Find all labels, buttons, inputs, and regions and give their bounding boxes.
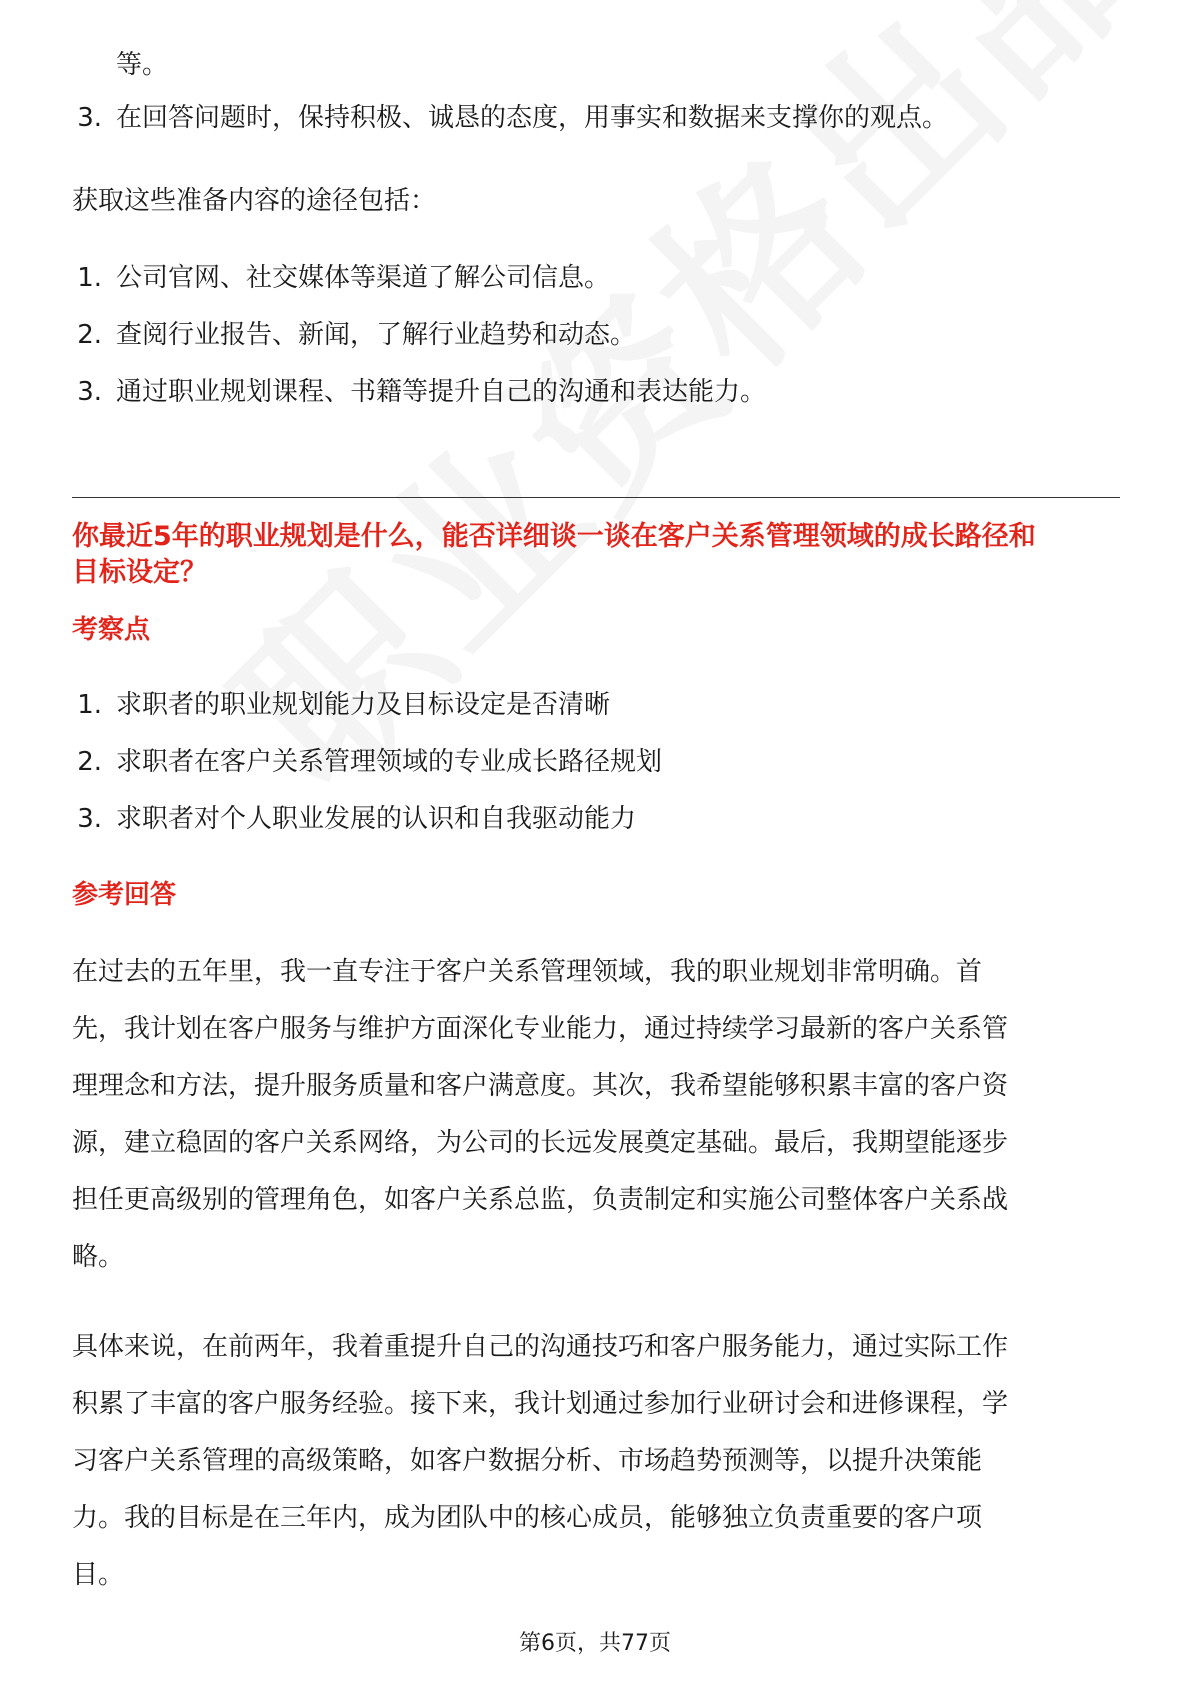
points-heading: 考察点 [72, 615, 151, 645]
list-item-number: 1. [77, 263, 102, 293]
list-item-number: 1. [77, 690, 102, 720]
page-number-footer: 第6页，共77页 [519, 1631, 671, 1656]
answer-para1-line: 略。 [72, 1242, 125, 1272]
list-item-number: 3. [77, 103, 102, 133]
list-item-text: 公司官网、社交媒体等渠道了解公司信息。 [116, 263, 611, 293]
answer-para1-line: 先，我计划在客户服务与维护方面深化专业能力，通过持续学习最新的客户关系管 [72, 1014, 1009, 1044]
ways-intro: 获取这些准备内容的途径包括： [72, 186, 437, 216]
list-item-text: 通过职业规划课程、书籍等提升自己的沟通和表达能力。 [116, 377, 767, 407]
list-item-text: 求职者的职业规划能力及目标设定是否清晰 [116, 690, 611, 720]
answer-para1-line: 理理念和方法，提升服务质量和客户满意度。其次，我希望能够积累丰富的客户资 [72, 1071, 1009, 1101]
answer-para1-line: 担任更高级别的管理角色，如客户关系总监，负责制定和实施公司整体客户关系战 [72, 1185, 1009, 1215]
answer-para1-line: 源，建立稳固的客户关系网络，为公司的长远发展奠定基础。最后，我期望能逐步 [72, 1128, 1009, 1158]
answer-heading: 参考回答 [72, 880, 177, 910]
section-divider [72, 497, 1120, 498]
answer-para2-line: 积累了丰富的客户服务经验。接下来，我计划通过参加行业研讨会和进修课程，学 [72, 1389, 1009, 1419]
answer-para2-line: 具体来说，在前两年，我着重提升自己的沟通技巧和客户服务能力，通过实际工作 [72, 1332, 1009, 1362]
list-item-number: 2. [77, 747, 102, 777]
answer-para2-line: 习客户关系管理的高级策略，如客户数据分析、市场趋势预测等，以提升决策能 [72, 1446, 983, 1476]
answer-para1-line: 在过去的五年里，我一直专注于客户关系管理领域，我的职业规划非常明确。首 [72, 957, 983, 987]
list-item-text: 求职者在客户关系管理领域的专业成长路径规划 [116, 747, 663, 777]
list-item-text: 求职者对个人职业发展的认识和自我驱动能力 [116, 804, 637, 834]
list-item-number: 3. [77, 804, 102, 834]
continuation-text: 等。 [116, 50, 169, 80]
list-item-number: 2. [77, 320, 102, 350]
question-title-line2: 目标设定？ [72, 557, 207, 588]
answer-para2-line: 力。我的目标是在三年内，成为团队中的核心成员，能够独立负责重要的客户项 [72, 1503, 983, 1533]
list-item-number: 3. [77, 377, 102, 407]
answer-para2-line: 目。 [72, 1560, 125, 1590]
list-item-text: 查阅行业报告、新闻，了解行业趋势和动态。 [116, 320, 637, 350]
question-title-line1: 你最近5年的职业规划是什么，能否详细谈一谈在客户关系管理领域的成长路径和 [72, 521, 1036, 552]
list-item-text: 在回答问题时，保持积极、诚恳的态度，用事实和数据来支撑你的观点。 [116, 103, 949, 133]
